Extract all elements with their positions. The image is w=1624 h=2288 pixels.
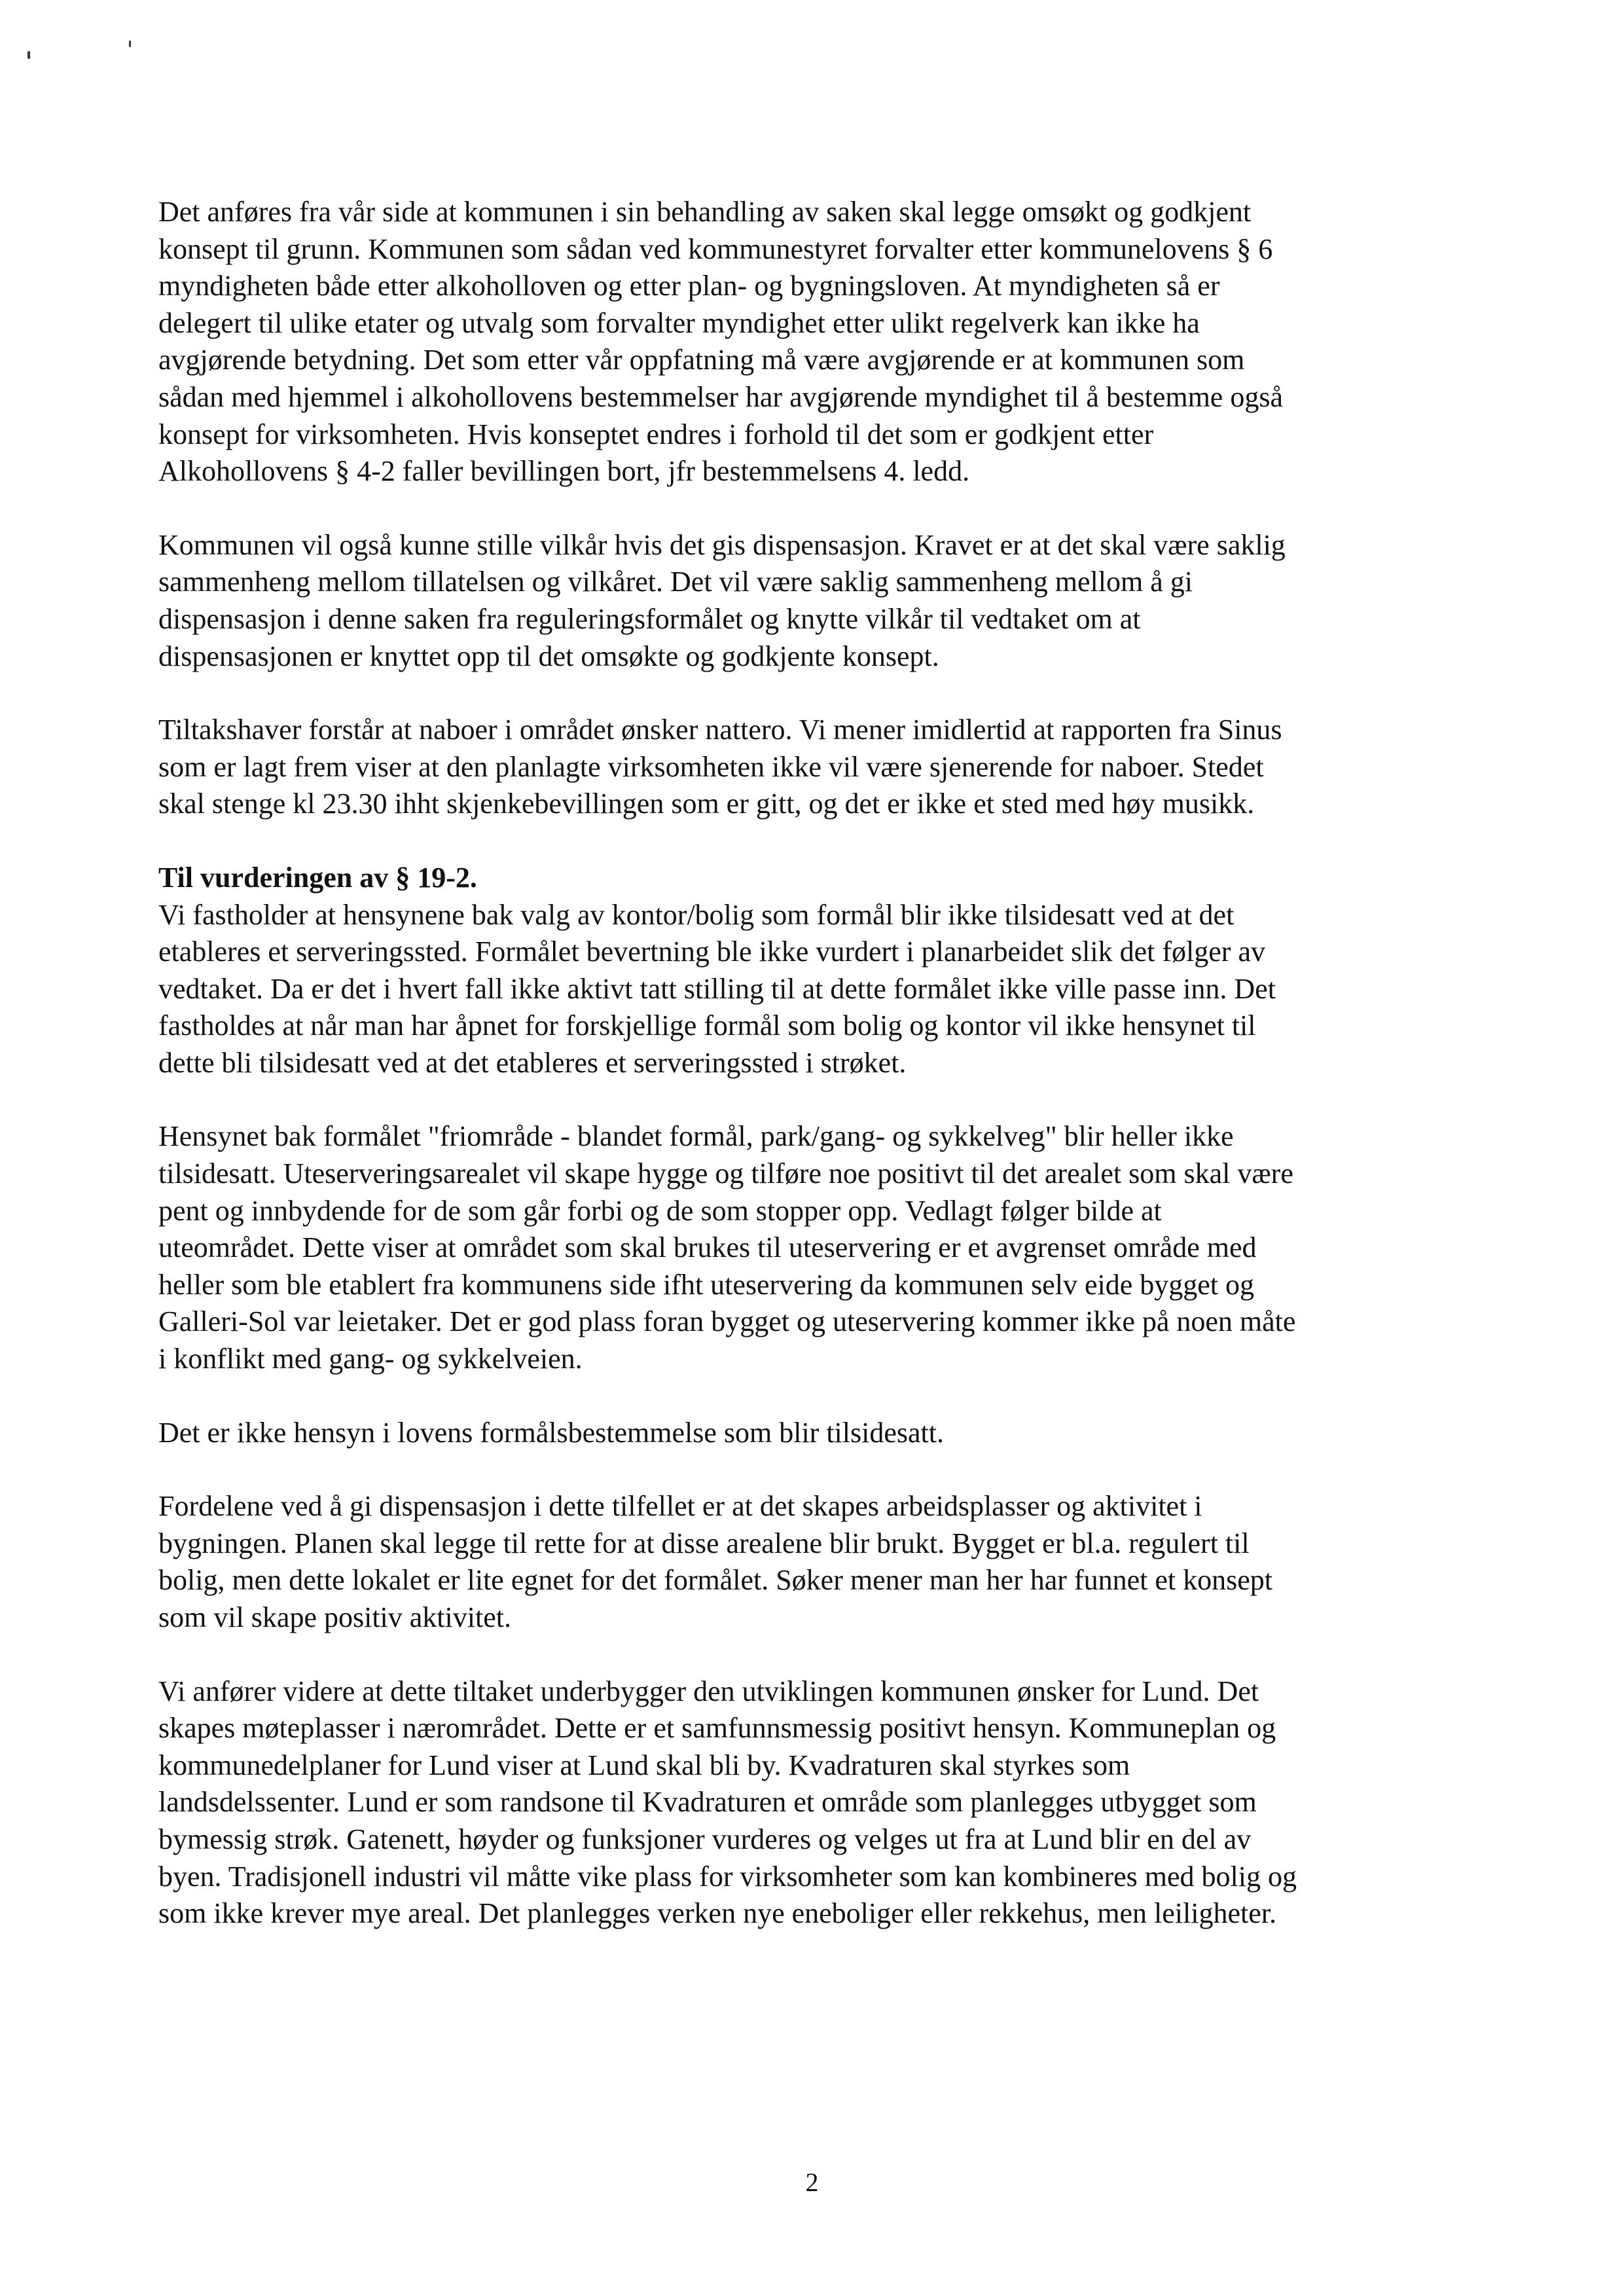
scan-marks: [27, 26, 145, 65]
text-line: skal stenge kl 23.30 ihht skjenkebevillingen som er gitt, og det er ikke et sted med høy musikk.: [158, 788, 1255, 820]
text-line: vedtaket. Da er det i hvert fall ikke aktivt tatt stilling til at dette formålet ikke ville passe inn. Det: [158, 972, 1276, 1005]
text-line: landsdelssenter. Lund er som randsone til Kvadraturen et område som planlegges utbygget som: [158, 1786, 1257, 1819]
paragraph: [158, 1488, 1494, 1636]
text-line: Det er ikke hensyn i lovens formålsbestemmelse som blir tilsidesatt.: [158, 1416, 944, 1449]
text-line: heller som ble etablert fra kommunens side ifht uteservering da kommunen selv eide bygget og: [158, 1268, 1254, 1301]
text-line: Galleri-Sol var leietaker. Det er god plass foran bygget og uteservering kommer ikke på noen måte: [158, 1305, 1296, 1338]
paragraph: [158, 860, 1494, 1082]
text-line: pent og innbydende for de som går forbi og de som stopper opp. Vedlagt følger bilde at: [158, 1194, 1162, 1227]
text-line: Hensynet bak formålet "friområde - blandet formål, park/gang- og sykkelveg" blir heller ikke: [158, 1120, 1234, 1153]
text-line: Det anføres fra vår side at kommunen i sin behandling av saken skal legge omsøkt og godkjent: [158, 196, 1252, 228]
section-heading: Til vurderingen av § 19-2.: [158, 861, 477, 894]
text-line: dette bli tilsidesatt ved at det etableres et serveringssted i strøket.: [158, 1046, 907, 1079]
text-line: sammenheng mellom tillatelsen og vilkåret. Det vil være saklig sammenheng mellom å gi: [158, 566, 1193, 598]
text-line: tilsidesatt. Uteserveringsarealet vil skape hygge og tilføre noe positivt til det arealet som skal være: [158, 1157, 1293, 1190]
text-line: som vil skape positiv aktivitet.: [158, 1601, 511, 1633]
text-line: dispensasjonen er knyttet opp til det omsøkte og godkjente konsept.: [158, 640, 939, 672]
paragraph: [158, 712, 1494, 823]
text-line: avgjørende betydning. Det som etter vår oppfatning må være avgjørende er at kommunen som: [158, 344, 1245, 376]
paragraph: [158, 1673, 1494, 1933]
paragraph: [158, 1118, 1494, 1377]
text-line: bymessig strøk. Gatenett, høyder og funksjoner vurderes og velges ut fra at Lund blir en del av: [158, 1823, 1252, 1855]
text-line: fastholdes at når man har åpnet for forskjellige formål som bolig og kontor vil ikke hensynet til: [158, 1009, 1256, 1042]
text-line: Tiltakshaver forstår at naboer i området ønsker nattero. Vi mener imidlertid at rapporten fra Sinus: [158, 714, 1282, 746]
document-body: [158, 194, 1494, 1969]
text-line: dispensasjon i denne saken fra reguleringsformålet og knytte vilkår til vedtaket om at: [158, 602, 1141, 635]
text-line: Vi anfører videre at dette tiltaket underbygger den utviklingen kommunen ønsker for Lund. Det: [158, 1675, 1259, 1707]
text-line: konsept til grunn. Kommunen som sådan ved kommunestyret forvalter etter kommunelovens § 6: [158, 232, 1273, 265]
text-line: Fordelene ved å gi dispensasjon i dette tilfellet er at det skapes arbeidsplasser og aktivitet i: [158, 1490, 1202, 1523]
paragraph: [158, 1415, 1494, 1452]
text-line: bygningen. Planen skal legge til rette for at disse arealene blir brukt. Bygget er bl.a. regulert til: [158, 1527, 1250, 1559]
text-line: som ikke krever mye areal. Det planlegges verken nye eneboliger eller rekkehus, men leiligheter.: [158, 1897, 1276, 1930]
scan-mark: [27, 51, 30, 59]
text-line: Vi fastholder at hensynene bak valg av kontor/bolig som formål blir ikke tilsidesatt ved at det: [158, 898, 1235, 931]
text-line: som er lagt frem viser at den planlagte virksomheten ikke vil være sjenerende for naboer. Stedet: [158, 750, 1264, 783]
text-line: kommunedelplaner for Lund viser at Lund skal bli by. Kvadraturen skal styrkes som: [158, 1749, 1130, 1781]
text-line: sådan med hjemmel i alkohollovens bestemmelser har avgjørende myndighet til å bestemme også: [158, 380, 1283, 413]
text-line: konsept for virksomheten. Hvis konseptet endres i forhold til det som er godkjent etter: [158, 418, 1154, 450]
text-line: bolig, men dette lokalet er lite egnet for det formålet. Søker mener man her har funnet et konsept: [158, 1564, 1272, 1597]
page-number: 2: [805, 2168, 819, 2197]
scan-mark: [129, 41, 131, 47]
paragraph: [158, 194, 1494, 490]
text-line: myndigheten både etter alkoholloven og etter plan- og bygningsloven. At myndigheten så er: [158, 270, 1220, 302]
paragraph: [158, 527, 1494, 675]
text-line: uteområdet. Dette viser at området som skal brukes til uteservering er et avgrenset område med: [158, 1231, 1257, 1264]
text-line: i konflikt med gang- og sykkelveien.: [158, 1343, 583, 1375]
text-line: etableres et serveringssted. Formålet bevertning ble ikke vurdert i planarbeidet slik det følger av: [158, 935, 1265, 968]
text-line: Kommunen vil også kunne stille vilkår hvis det gis dispensasjon. Kravet er at det skal være saklig: [158, 528, 1286, 561]
text-line: byen. Tradisjonell industri vil måtte vike plass for virksomheter som kan kombineres med bolig og: [158, 1860, 1297, 1893]
text-line: delegert til ulike etater og utvalg som forvalter myndighet etter ulikt regelverk kan ikke ha: [158, 306, 1200, 339]
text-line: skapes møteplasser i nærområdet. Dette er et samfunnsmessig positivt hensyn. Kommuneplan og: [158, 1712, 1276, 1745]
text-line: Alkohollovens § 4-2 faller bevillingen bort, jfr bestemmelsens 4. ledd.: [158, 455, 970, 488]
